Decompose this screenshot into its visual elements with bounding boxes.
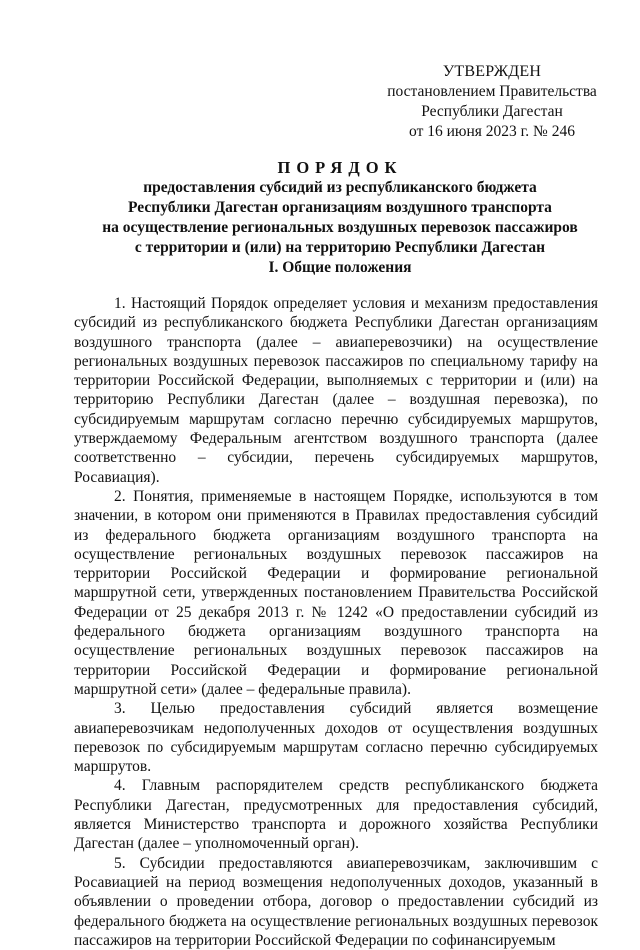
document-body <box>74 294 598 950</box>
document-subtitle-line-1: предоставления субсидий из республиканского бюджета <box>143 179 537 196</box>
document-title: ПОРЯДОК <box>277 158 403 177</box>
approval-title: УТВЕРЖДЕН <box>442 63 542 80</box>
paragraph-2: 2. Понятия, применяемые в настоящем Порядке, используются в том значении, в котором они применяются в Правилах предоставления субсидий из федерального бюджета организациям воздушного транспорта на осуществление региональных воздушных перевозок пассажиров на территории Российской Федерации и формирование региональной маршрутной сети, утвержденных постановлением Правительства Российской Федерации от 25 декабря 2013 г. № 1242 «О предоставлении субсидий из федерального бюджета организациям воздушного транспорта на осуществление региональных воздушных перевозок пассажиров на территории Российской Федерации и формирование региональной маршрутной сети» (далее – федеральные правила). <box>74 487 598 698</box>
document-subtitle-line-3: на осуществление региональных воздушных перевозок пассажиров <box>102 219 578 236</box>
document-subtitle-line-4: с территории и (или) на территорию Республики Дагестан <box>134 239 546 256</box>
paragraph-5: 5. Субсидии предоставляются авиаперевозчикам, заключившим с Росавиацией на период возмещения недополученных доходов, указанный в объявлении о проведении отбора, договор о предоставлении субсидий из федерального бюджета на осуществление региональных воздушных перевозок пассажиров на территории Российской Федерации по софинансируемым <box>74 854 598 949</box>
approval-stamp <box>366 62 618 142</box>
approval-line-3: от 16 июня 2023 г. № 246 <box>409 123 575 140</box>
paragraph-4: 4. Главным распорядителем средств республиканского бюджета Республики Дагестан, предусмотренных для предоставления субсидий, является Министерство транспорта и дорожного хозяйства Республики Дагестан (далее – уполномоченный орган). <box>74 777 598 853</box>
approval-line-1: постановлением Правительства <box>387 83 597 100</box>
paragraph-1: 1. Настоящий Порядок определяет условия и механизм предоставления субсидий из республиканского бюджета Республики Дагестан организациям воздушного транспорта (далее – авиаперевозчики) на осуществление региональных воздушных перевозок пассажиров по специальному тарифу на территории Российской Федерации, выполняемых с территории и (или) на территорию Республики Дагестан (далее – воздушная перевозка), по субсидируемым маршрутам согласно перечню субсидируемых маршрутов, утверждаемому Федеральным агентством воздушного транспорта (далее соответственно – субсидии, перечень субсидируемых маршрутов, Росавиация). <box>74 295 598 486</box>
paragraph-3: 3. Целью предоставления субсидий является возмещение авиаперевозчикам недополученных доходов от осуществления воздушных перевозок по субсидируемым маршрутам согласно перечню субсидируемых маршрутов. <box>74 700 598 776</box>
document-title-block <box>40 158 640 258</box>
approval-line-2: Республики Дагестан <box>421 103 563 120</box>
section-heading: I. Общие положения <box>268 259 412 276</box>
document-subtitle-line-2: Республики Дагестан организациям воздушного транспорта <box>128 199 552 216</box>
